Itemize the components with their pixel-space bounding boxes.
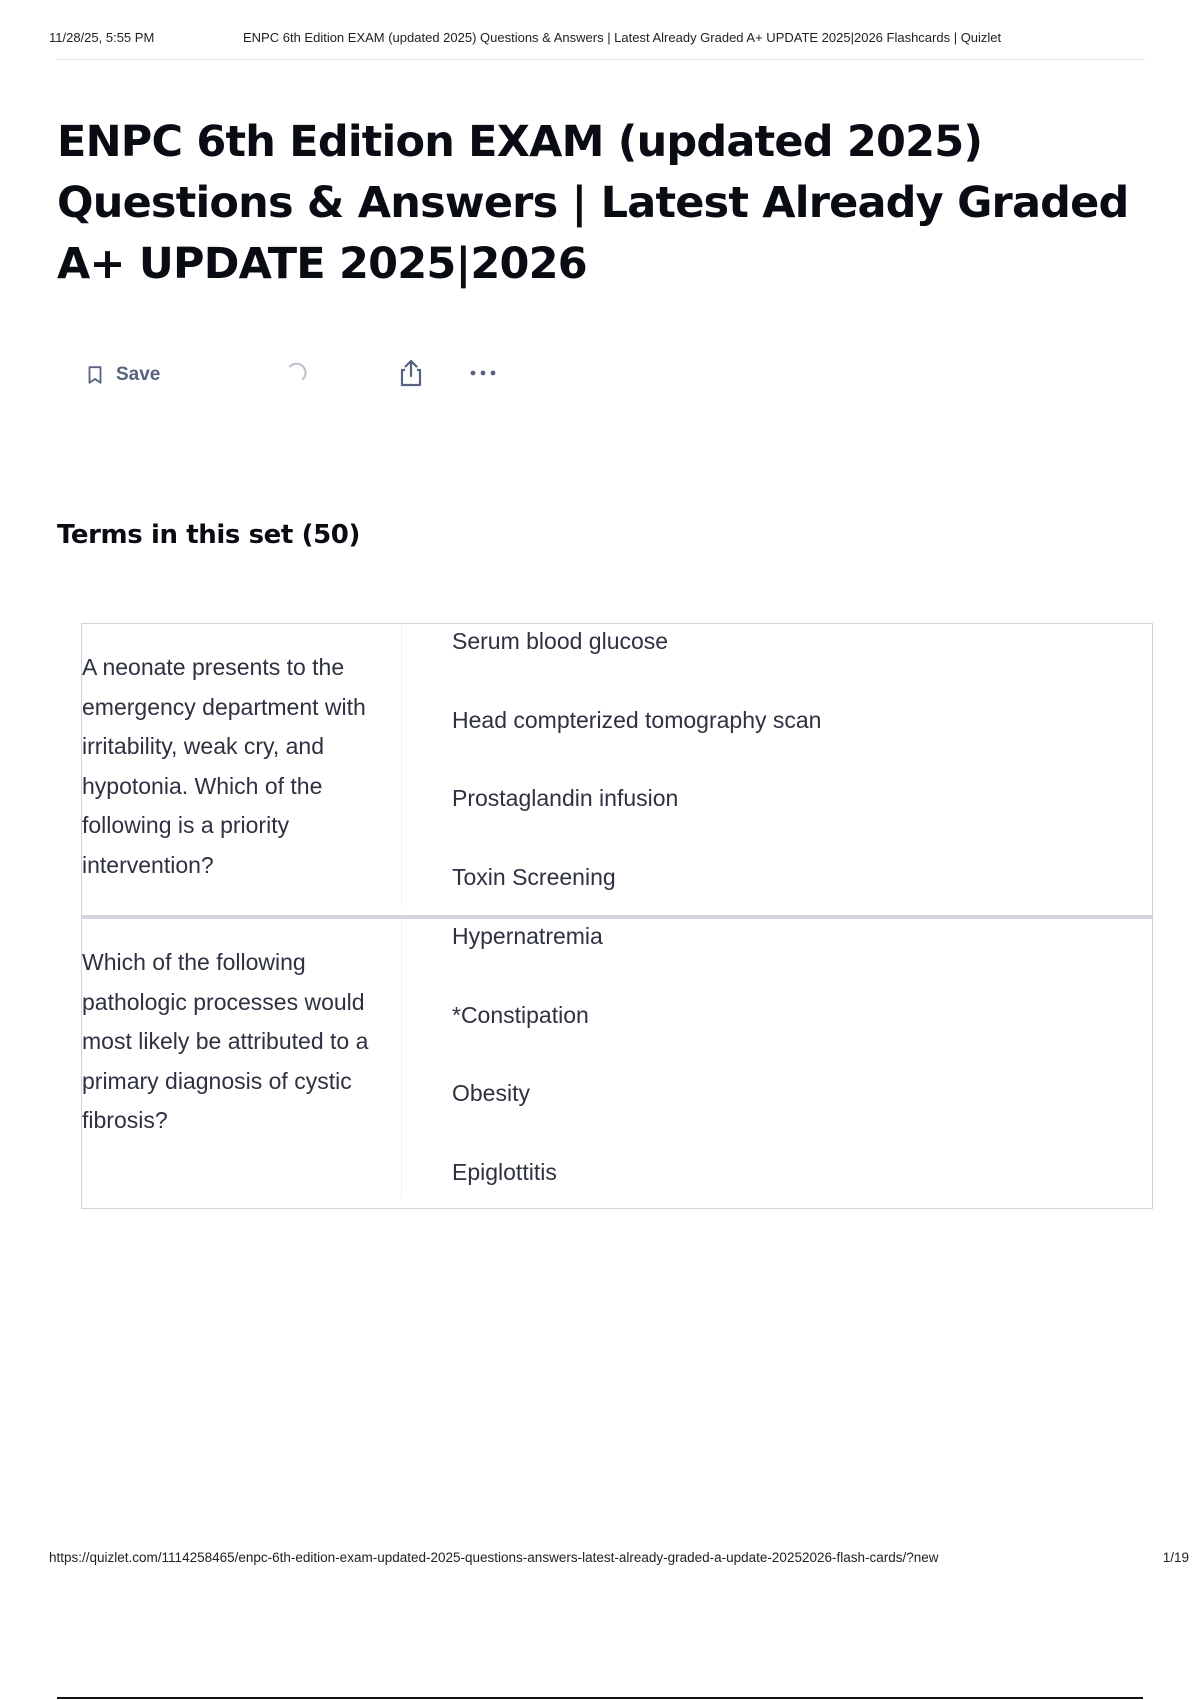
- term-card[interactable]: [81, 623, 1153, 916]
- print-footer: [49, 1550, 1189, 1570]
- term-card[interactable]: [81, 916, 1153, 1209]
- loading-spinner-icon: [282, 362, 308, 388]
- definition-line: Prostaglandin infusion: [452, 785, 679, 812]
- terms-heading: Terms in this set (50): [57, 520, 360, 550]
- definition-line: Head compterized tomography scan: [452, 706, 822, 733]
- card-divider: [401, 624, 402, 905]
- print-date: 11/28/25, 5:55 PM: [49, 30, 155, 45]
- print-header: [49, 30, 1179, 50]
- print-page-title: ENPC 6th Edition EXAM (updated 2025) Questions & Answers | Latest Already Graded A+ UPDATE 2025|2026 Flashcards | Quizlet: [243, 30, 1002, 45]
- header-divider: [57, 59, 1145, 60]
- set-toolbar: [84, 356, 524, 396]
- save-label: Save: [116, 364, 161, 385]
- definition-line: Obesity: [452, 1080, 530, 1107]
- save-button[interactable]: [84, 360, 160, 390]
- share-icon[interactable]: [396, 358, 426, 388]
- page-url: https://quizlet.com/1114258465/enpc-6th-edition-exam-updated-2025-questions-answers-latest-already-graded-a-update-20252026-flash-cards/?new: [49, 1550, 939, 1565]
- more-options-icon[interactable]: [466, 358, 500, 388]
- definition-line: *Constipation: [452, 1001, 589, 1028]
- definition-line: Hypernatremia: [452, 923, 603, 949]
- card-divider: [401, 919, 402, 1198]
- card-definition: [452, 624, 1132, 938]
- card-term: Which of the following pathologic processes would most likely be attributed to a primary diagnosis of cystic fibrosis?: [82, 949, 369, 1133]
- bookmark-icon: [84, 364, 106, 386]
- definition-line: Serum blood glucose: [452, 628, 669, 654]
- page-number: 1/19: [1162, 1550, 1189, 1565]
- terms-list: [81, 623, 1153, 1209]
- bottom-divider: [57, 1697, 1143, 1699]
- card-term: A neonate presents to the emergency department with irritability, weak cry, and hypotonia. Which of the following is a priority intervention?: [82, 654, 366, 878]
- page-title: ENPC 6th Edition EXAM (updated 2025) Questions & Answers | Latest Already Graded A+ UPDATE 2025|2026: [57, 117, 1129, 289]
- definition-line: Toxin Screening: [452, 863, 616, 890]
- definition-line: Epiglottitis: [452, 1158, 557, 1185]
- card-definition: [452, 919, 1132, 1233]
